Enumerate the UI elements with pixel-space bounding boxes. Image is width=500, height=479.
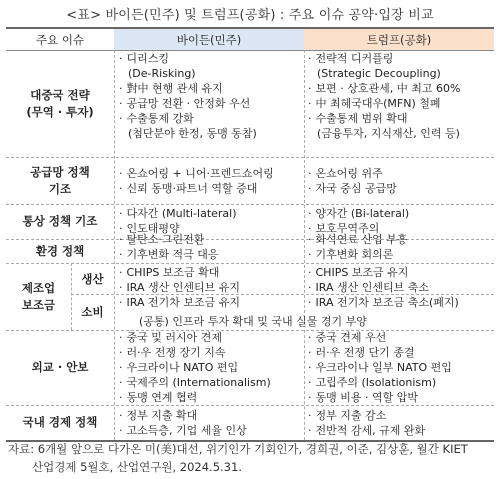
list-item: · 기후변화 적극 대응 [119, 248, 219, 261]
list-item: · 전반적 감세, 규제 완화 [308, 424, 426, 437]
list-item: · 수출통제 강화 [119, 112, 194, 125]
comparison-table [6, 27, 494, 442]
list-item: · 고립주의 (Isolationism) [308, 376, 437, 389]
list-item: · 다자간 (Multi-lateral) [119, 207, 237, 220]
trump-diplomacy-security [308, 330, 452, 405]
list-item: · IRA 생산 인센티브 축소 [308, 281, 429, 294]
list-item: · 보편 · 상호관세, 中 최고 60% [308, 82, 461, 95]
biden-environment [119, 232, 219, 262]
subcategory-production: 생산 [81, 271, 104, 286]
list-item: (De-Risking) [128, 67, 196, 80]
category-diplomacy-security: 외교 · 안보 [31, 360, 89, 374]
source-note-line-1: 자료: 6개월 앞으로 다가온 미(美)대선, 위기인가 기회인가, 경희권, 이준, 김상훈, 월간 KIET [8, 442, 468, 456]
list-item: · 동맹 연계 협력 [119, 391, 198, 404]
list-item: · 동맹 비용 · 역할 압박 [308, 391, 418, 404]
list-item: · IRA 전기차 보조금 유지 [119, 296, 240, 309]
trump-environment [308, 232, 408, 262]
trump-supply-chain [308, 166, 397, 196]
subcategory-consumption: 소비 [81, 305, 104, 319]
list-item: · IRA 전기차 보조금 축소(폐지) [308, 296, 459, 309]
column-divider [304, 330, 305, 440]
category-trade-policy: 통상 정책 기조 [22, 214, 98, 228]
list-item: · 양자간 (Bi-lateral) [308, 207, 410, 220]
list-item: · 보호무역주의 [308, 222, 380, 235]
biden-manufacturing-subsidy [119, 265, 240, 310]
list-item: · 中 최혜국대우(MFN) 철폐 [308, 97, 441, 110]
list-item: · 공급망 전환 · 안정화 우선 [119, 97, 251, 110]
list-item: (Strategic Decoupling) [317, 67, 441, 80]
list-item: · 러·우 전쟁 단기 종결 [308, 346, 415, 359]
list-item: · 고소득층, 기업 세율 인상 [119, 424, 247, 437]
biden-domestic-economy [119, 408, 247, 438]
trump-domestic-economy [308, 408, 425, 438]
list-item: · 중국 견제 우선 [308, 331, 387, 344]
list-item: · 온쇼어링 위주 [308, 167, 383, 180]
category-supply-chain: 공급망 정책 기조 [30, 164, 90, 196]
list-item: (금융투자, 지식재산, 인력 등) [317, 127, 460, 140]
list-item: · 정부 지출 감소 [308, 409, 387, 422]
category-domestic-economy: 국내 경제 정책 [22, 415, 98, 429]
category-environment: 환경 정책 [35, 243, 85, 258]
column-divider [114, 50, 115, 440]
list-item: · 우크라이나 NATO 편입 [119, 361, 239, 374]
list-item: · 국제주의 (Internationalism) [119, 376, 271, 389]
common-policy-note: (공통) 인프라 투자 확대 및 국내 실물 경기 부양 [139, 315, 367, 328]
list-item: · 탈탄소·그린전환 [119, 233, 205, 246]
header-trump: 트럼프(공화) [304, 29, 494, 51]
header-biden: 바이든(민주) [114, 29, 304, 51]
list-item: · 기후변화 회의론 [308, 248, 394, 261]
list-item: · 신뢰 동맹·파트너 역할 증대 [119, 182, 258, 195]
list-item: · 자국 중심 공급망 [308, 182, 397, 195]
trump-manufacturing-subsidy [308, 265, 459, 310]
biden-china-strategy [119, 51, 257, 141]
list-item: · 정부 지출 확대 [119, 409, 198, 422]
table-title: <표> 바이든(민주) 및 트럼프(공화) : 주요 이슈 공약·입장 비교 [66, 8, 434, 23]
source-note-line-2: 산업경제 5월호, 산업연구원, 2024.5.31. [32, 460, 242, 474]
biden-supply-chain [119, 166, 274, 196]
biden-diplomacy-security [119, 330, 271, 405]
list-item: · 인도태평양 [119, 222, 180, 235]
column-divider [304, 50, 305, 313]
list-item: · 중국 및 러시아 견제 [119, 331, 222, 344]
list-item: · 전략적 디커플링 [308, 52, 394, 65]
list-item: · IRA 생산 인센티브 유지 [119, 281, 240, 294]
header-issue: 주요 이슈 [6, 29, 114, 51]
trump-china-strategy [308, 51, 460, 141]
list-item: · 수출통제 범위 확대 [308, 112, 408, 125]
category-china-strategy: 대중국 전략 (무역 · 투자) [26, 87, 94, 119]
list-item: · 화석연료 산업 부흥 [308, 233, 408, 246]
list-item: · CHIPS 보조금 확대 [119, 266, 220, 279]
list-item: · 온쇼어링 + 니어·프렌드쇼어링 [119, 167, 274, 180]
list-item: (첨단분야 한정, 동맹 동참) [128, 127, 257, 140]
category-manufacturing-subsidy: 제조업 보조금 [21, 280, 56, 312]
list-item: · 디리스킹 [119, 52, 170, 65]
list-item: · CHIPS 보조금 유지 [308, 266, 409, 279]
list-item: · 對中 현행 관세 유지 [119, 82, 223, 95]
list-item: · 러·우 전쟁 장기 지속 [119, 346, 226, 359]
list-item: · 우크라이나 일부 NATO 편입 [308, 361, 452, 374]
